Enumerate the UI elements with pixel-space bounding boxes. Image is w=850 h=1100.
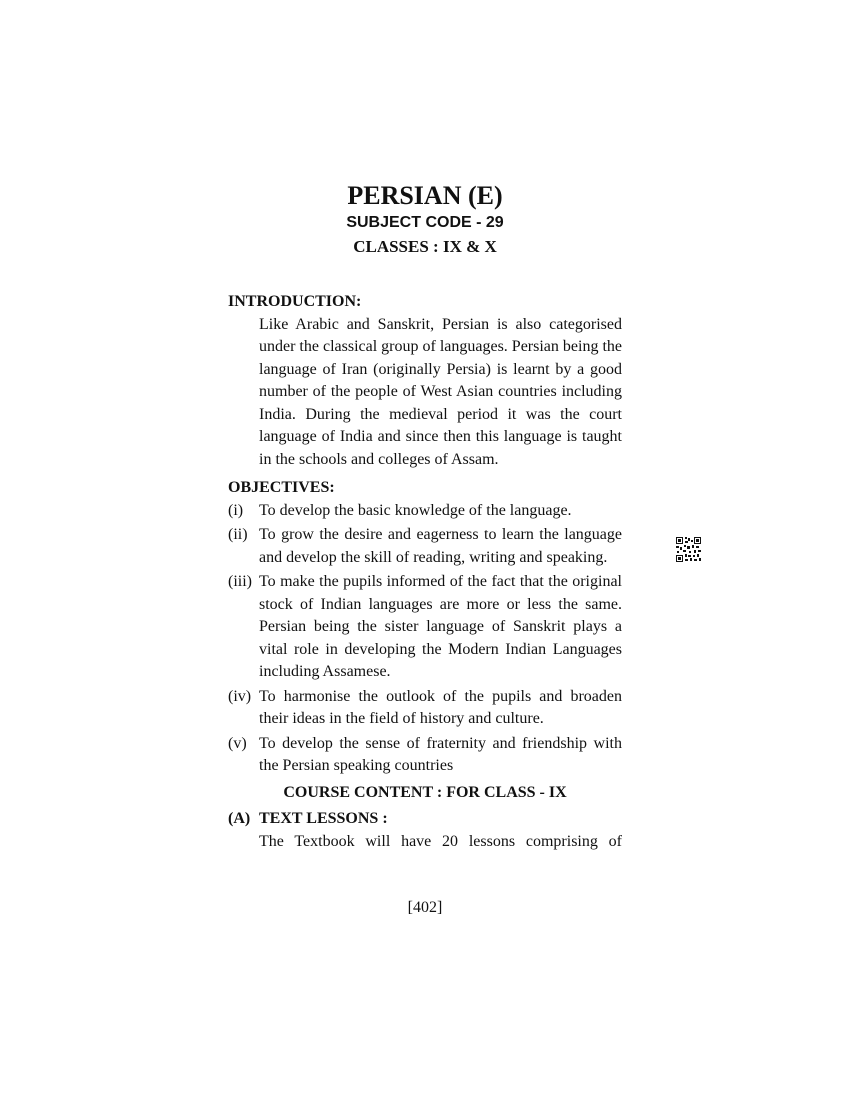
section-a-text: The Textbook will have 20 lessons comprising of [259, 832, 622, 850]
objective-number: (v) [228, 734, 247, 752]
main-content [228, 291, 622, 853]
section-a-number: (A) [228, 810, 251, 827]
classes-label: CLASSES : IX & X [353, 237, 497, 256]
qr-code-graphic [676, 537, 701, 562]
document-header [228, 180, 622, 259]
document-title: PERSIAN (E) [347, 181, 503, 210]
subject-code: SUBJECT CODE - 29 [346, 214, 504, 231]
objective-number: (iv) [228, 687, 252, 705]
objective-item [228, 500, 622, 523]
objective-text: To develop the sense of fraternity and friendship with the Persian speaking countries [259, 734, 622, 774]
objective-text: To harmonise the outlook of the pupils and broaden their ideas in the field of history and culture. [259, 687, 622, 727]
objective-text: To make the pupils informed of the fact that the original stock of Indian languages are more or less the same. Persian being the sister language of Sanskrit plays a vital role in developing the Modern Indian Languages including Assamese. [259, 573, 622, 680]
objective-text: To develop the basic knowledge of the language. [259, 501, 572, 519]
introduction-text: Like Arabic and Sanskrit, Persian is also categorised under the classical group of languages. Persian being the language of Iran (originally Persia) is learnt by a good number of the people of West Asian countries including India. During the medieval period it was the court language of India and since then this language is taught in the schools and colleges of Assam. [259, 315, 622, 468]
objective-item [228, 571, 622, 684]
objective-number: (ii) [228, 526, 248, 543]
qr-code-icon [676, 537, 701, 562]
objective-item [228, 733, 622, 778]
page-number: [402] [407, 899, 443, 916]
section-a-title: TEXT LESSONS : [259, 810, 388, 827]
introduction-heading: INTRODUCTION: [228, 293, 362, 310]
section-a-heading [228, 808, 622, 831]
objective-text: To grow the desire and eagerness to learn the language and develop the skill of reading, writing and speaking. [259, 526, 622, 566]
objective-item [228, 524, 622, 569]
objectives-heading: OBJECTIVES: [228, 479, 335, 496]
objective-item [228, 686, 622, 731]
objective-number: (iii) [228, 573, 252, 590]
course-content-heading: COURSE CONTENT : FOR CLASS - IX [283, 783, 567, 801]
objective-number: (i) [228, 501, 244, 519]
objectives-list [228, 500, 622, 778]
